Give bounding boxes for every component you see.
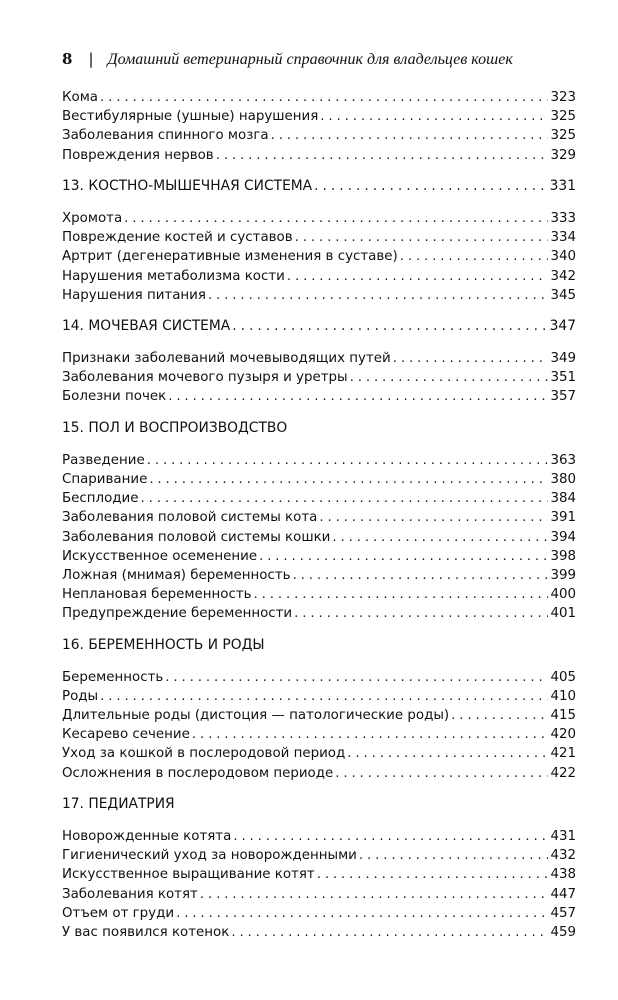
toc-page-number: 357 [550, 389, 576, 405]
toc-entry [62, 126, 576, 145]
toc-page-number: 363 [550, 452, 576, 468]
toc-page-number: 457 [550, 905, 576, 921]
toc-entry [62, 419, 576, 438]
toc-entry-label: Осложнения в послеродовом периоде [62, 765, 334, 781]
toc-entry [62, 368, 576, 387]
dot-leader [141, 489, 549, 508]
dot-leader [294, 604, 548, 623]
toc-section [62, 795, 576, 942]
toc-entry [62, 706, 576, 725]
toc-entry-label: Артрит (дегенеративные изменения в суставе) [62, 249, 398, 265]
toc-page-number: 422 [550, 765, 576, 781]
chapter-heading [62, 317, 576, 336]
toc-entry-label: 15. ПОЛ И ВОСПРОИЗВОДСТВО [62, 419, 288, 436]
toc-section [62, 419, 576, 624]
toc-entry [62, 267, 576, 286]
toc-entry [62, 228, 576, 247]
toc-page-number: 351 [550, 370, 576, 386]
book-title: Домашний ветеринарный справочник для владельцев кошек [107, 51, 513, 68]
toc-entry [62, 904, 576, 923]
toc-page-number: 334 [550, 230, 576, 246]
dot-leader [287, 267, 549, 286]
dot-leader [271, 126, 549, 145]
toc-page-number: 329 [550, 147, 576, 163]
dot-leader [233, 827, 548, 846]
toc-entry-label: Нарушения питания [62, 287, 206, 303]
toc-page-number: 400 [550, 587, 576, 603]
toc-entry [62, 923, 576, 942]
dot-leader [314, 177, 548, 196]
toc-entry [62, 566, 576, 585]
dot-leader [168, 387, 548, 406]
toc-entry [62, 846, 576, 865]
toc-page-number: 347 [549, 317, 576, 334]
toc-entry-label: 14. МОЧЕВАЯ СИСТЕМА [62, 317, 231, 334]
toc-page-number: 420 [550, 727, 576, 743]
toc-entry-label: Заболевания мочевого пузыря и уретры [62, 370, 348, 386]
toc-entry-label: Беременность [62, 669, 164, 685]
toc-page-number: 331 [549, 177, 576, 194]
dot-leader [165, 668, 548, 687]
dot-leader [359, 846, 549, 865]
dot-leader [192, 725, 549, 744]
toc-entry [62, 604, 576, 623]
chapter-heading [62, 636, 576, 655]
toc-entry-label: Болезни почек [62, 389, 167, 405]
dot-leader [100, 687, 548, 706]
toc-entry-label: Роды [62, 688, 99, 704]
toc-page-number: 325 [550, 109, 576, 125]
toc-entry [62, 508, 576, 527]
toc-entry [62, 585, 576, 604]
toc-entry [62, 528, 576, 547]
dot-leader [347, 744, 548, 763]
dot-leader [335, 764, 548, 783]
toc-page-number: 384 [550, 491, 576, 507]
toc-page-number: 438 [550, 867, 576, 883]
toc-page-number: 391 [550, 510, 576, 526]
toc-entry-label: Искусственное осеменение [62, 548, 258, 564]
toc-entry [62, 177, 576, 196]
dot-leader [295, 228, 549, 247]
toc-entry-label: Кесарево сечение [62, 727, 190, 743]
dot-leader [147, 451, 549, 470]
dot-leader [259, 547, 548, 566]
dot-leader [124, 209, 548, 228]
toc-page-number: 410 [550, 688, 576, 704]
toc-entry-label: Вестибулярные (ушные) нарушения [62, 109, 319, 125]
toc-entry-label: 13. КОСТНО-МЫШЕЧНАЯ СИСТЕМА [62, 177, 313, 194]
table-of-contents [62, 88, 576, 942]
toc-page-number: 340 [550, 249, 576, 265]
toc-entry-label: У вас появился котенок [62, 924, 230, 940]
dot-leader [232, 317, 547, 336]
toc-entry [62, 885, 576, 904]
toc-entry-label: Длительные роды (дистоция — патологические роды) [62, 708, 450, 724]
toc-page-number: 399 [550, 567, 576, 583]
toc-entry [62, 470, 576, 489]
header-separator: | [88, 50, 94, 68]
toc-entry [62, 725, 576, 744]
dot-leader [400, 247, 549, 266]
dot-leader [216, 146, 549, 165]
toc-entry [62, 827, 576, 846]
dot-leader [451, 706, 548, 725]
running-header [62, 49, 562, 70]
dot-leader [393, 349, 549, 368]
toc-page-number: 447 [550, 886, 576, 902]
dot-leader [100, 88, 548, 107]
toc-section [62, 636, 576, 783]
toc-entry-label: Предупреждение беременности [62, 606, 293, 622]
toc-page-number: 432 [550, 848, 576, 864]
toc-entry-label: Повреждения нервов [62, 147, 214, 163]
toc-entry [62, 687, 576, 706]
toc-page-number: 380 [550, 472, 576, 487]
toc-entry-label: Заболевания половой системы кота [62, 510, 318, 526]
dot-leader [319, 508, 548, 527]
toc-entry-label: Искусственное выращивание котят [62, 867, 315, 883]
dot-leader [320, 107, 548, 126]
toc-entry [62, 146, 576, 165]
toc-entry-label: Уход за кошкой в послеродовой период [62, 746, 346, 762]
toc-section [62, 177, 576, 305]
toc-entry [62, 317, 576, 336]
chapter-heading [62, 177, 576, 196]
toc-entry [62, 489, 576, 508]
toc-entry [62, 349, 576, 368]
page-number: 8 [62, 50, 73, 68]
toc-page-number: 431 [550, 829, 576, 844]
dot-leader [208, 286, 549, 305]
dot-leader [254, 585, 549, 604]
toc-page-number: 325 [550, 128, 576, 144]
toc-entry-label: Кома [62, 90, 99, 105]
dot-leader [231, 923, 548, 942]
chapter-heading [62, 419, 576, 438]
toc-page-number: 401 [550, 606, 576, 622]
toc-entry [62, 547, 576, 566]
toc-entry [62, 865, 576, 884]
dot-leader [200, 885, 549, 904]
toc-entry-label: Гигиенический уход за новорожденными [62, 848, 357, 864]
toc-entry [62, 795, 576, 814]
dot-leader [176, 904, 548, 923]
toc-entry [62, 286, 576, 305]
toc-entry-label: Нарушения метаболизма кости [62, 268, 285, 284]
toc-entry [62, 636, 576, 655]
toc-entry [62, 668, 576, 687]
toc-entry-label: Повреждение костей и суставов [62, 230, 293, 246]
dot-leader [350, 368, 549, 387]
toc-section [62, 88, 576, 165]
toc-page-number: 398 [550, 548, 576, 564]
toc-entry-label: 16. БЕРЕМЕННОСТЬ И РОДЫ [62, 636, 265, 653]
toc-page-number: 459 [550, 924, 576, 940]
toc-page-number: 349 [550, 351, 576, 367]
chapter-heading [62, 795, 576, 814]
toc-page-number: 415 [550, 708, 576, 724]
toc-entry-label: Признаки заболеваний мочевыводящих путей [62, 351, 391, 367]
dot-leader [149, 470, 548, 489]
toc-entry-label: Хромота [62, 210, 123, 226]
toc-entry-label: Отъем от груди [62, 905, 175, 921]
toc-entry [62, 744, 576, 763]
toc-entry-label: Разведение [62, 452, 145, 468]
toc-page-number: 345 [550, 287, 576, 303]
toc-entry [62, 209, 576, 228]
toc-page-number: 421 [550, 746, 576, 762]
dot-leader [293, 566, 549, 585]
toc-page-number: 333 [550, 210, 576, 226]
toc-entry-label: Спаривание [62, 472, 148, 487]
toc-entry [62, 451, 576, 470]
toc-page-number: 342 [550, 268, 576, 284]
toc-entry-label: Заболевания спинного мозга [62, 128, 269, 144]
toc-entry [62, 88, 576, 107]
toc-page-number: 323 [550, 90, 576, 105]
toc-entry-label: Заболевания котят [62, 886, 198, 902]
toc-entry-label: Ложная (мнимая) беременность [62, 567, 291, 583]
toc-entry [62, 107, 576, 126]
toc-entry-label: Бесплодие [62, 491, 139, 507]
dot-leader [332, 528, 548, 547]
toc-page-number: 405 [550, 669, 576, 685]
toc-entry-label: 17. ПЕДИАТРИЯ [62, 795, 175, 812]
toc-entry-label: Новорожденные котята [62, 829, 232, 844]
dot-leader [317, 865, 549, 884]
toc-entry [62, 247, 576, 266]
toc-entry [62, 764, 576, 783]
toc-section [62, 317, 576, 407]
toc-entry [62, 387, 576, 406]
toc-entry-label: Заболевания половой системы кошки [62, 529, 331, 545]
toc-entry-label: Неплановая беременность [62, 587, 252, 603]
toc-page-number: 394 [550, 529, 576, 545]
